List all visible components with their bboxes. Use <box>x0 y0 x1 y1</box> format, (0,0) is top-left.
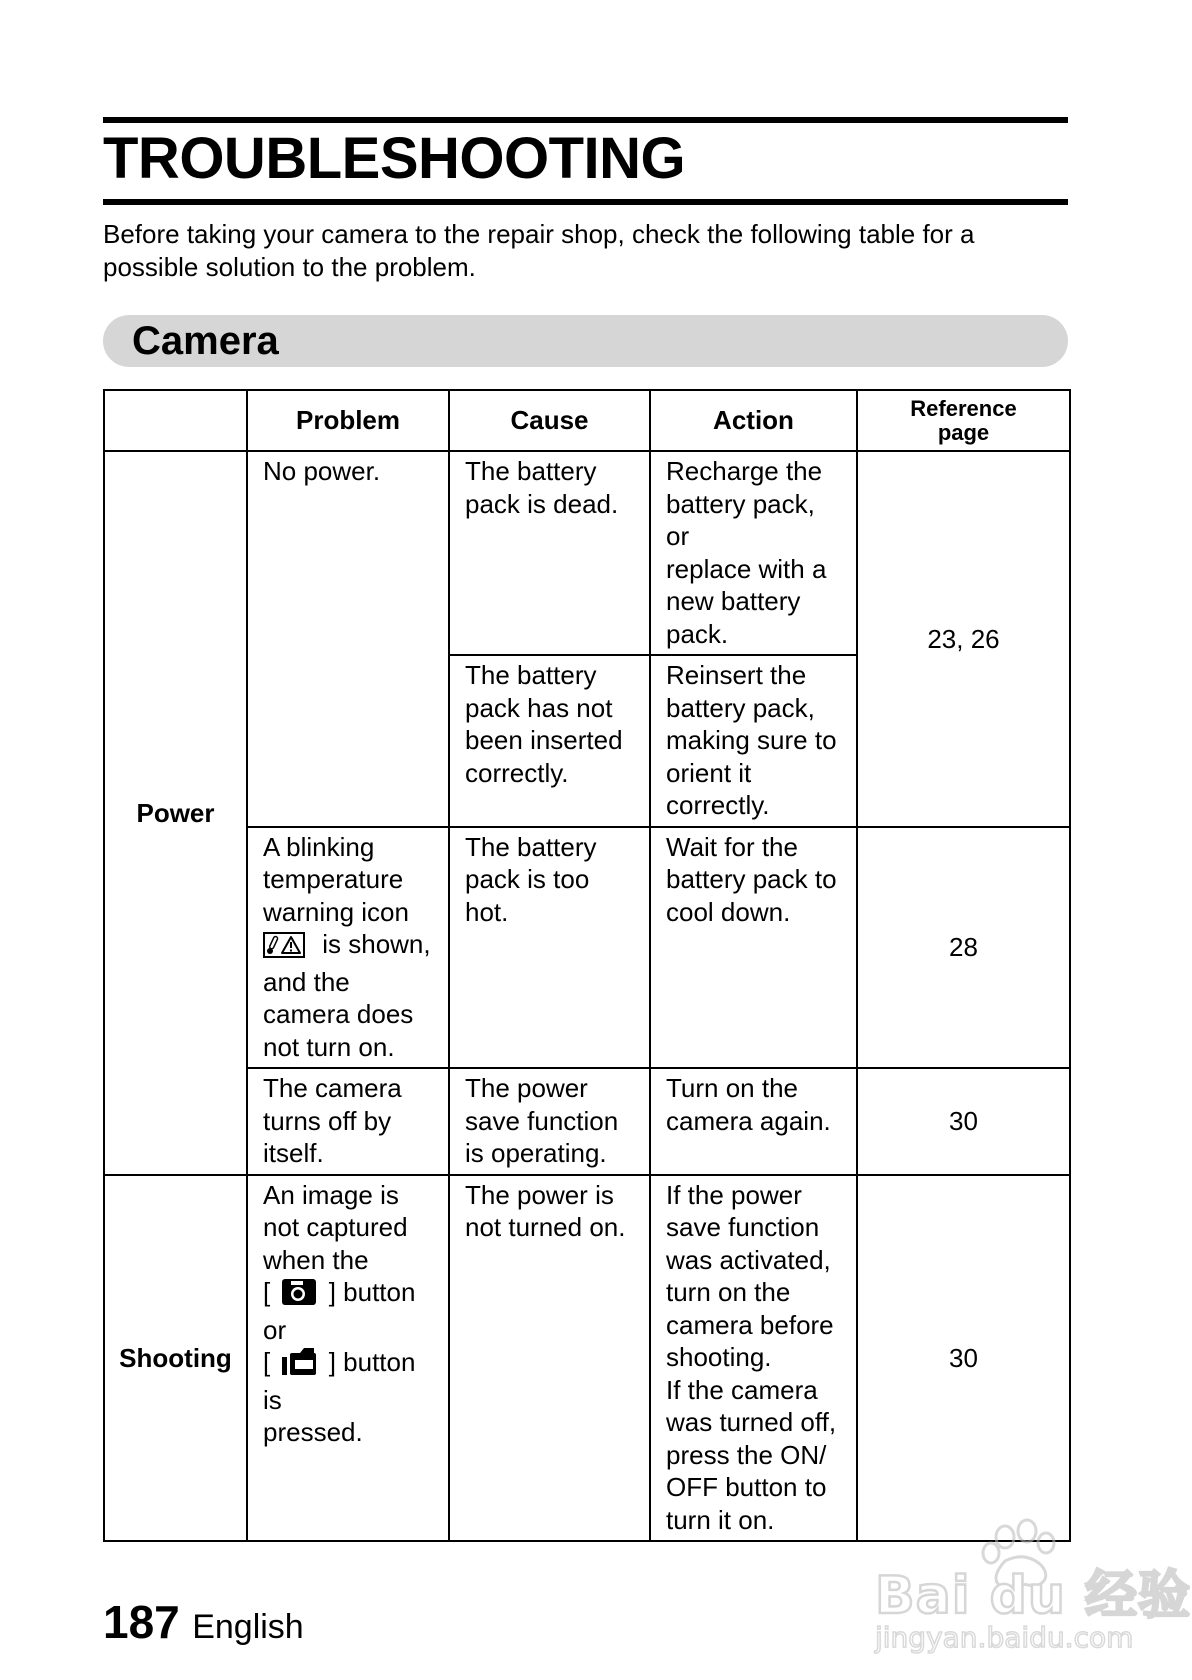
cause-line: pack is too hot. <box>465 864 590 927</box>
action-line: battery pack, <box>666 692 815 723</box>
problem-line: turns off by <box>263 1105 392 1136</box>
problem-line: temperature <box>263 864 404 894</box>
bracket-open: [ <box>263 1277 271 1307</box>
problem-line-with-icon <box>263 1276 436 1346</box>
bracket-open: [ <box>263 1347 271 1377</box>
page-footer <box>103 1592 304 1664</box>
header-action: Action <box>650 390 857 451</box>
problem-line: A blinking <box>263 831 375 862</box>
problem-line: ] button or <box>263 1277 416 1345</box>
cause-cell <box>449 1068 650 1175</box>
cause-cell <box>449 1175 650 1542</box>
action-line: was turned off, <box>666 1407 837 1437</box>
action-line: Reinsert the <box>666 660 807 690</box>
cause-line: not turned on. <box>465 1212 626 1242</box>
action-cell <box>650 1175 857 1542</box>
cause-line: pack is dead. <box>465 488 619 519</box>
baidu-watermark <box>855 1515 1191 1655</box>
action-line: If the power <box>666 1179 802 1210</box>
problem-line: An image is <box>263 1179 399 1210</box>
section-header <box>103 315 1068 367</box>
camera-icon <box>281 1278 317 1314</box>
problem-line: ] button is <box>263 1347 416 1415</box>
problem-line: when the <box>263 1244 369 1275</box>
title-bottom-rule <box>103 199 1068 205</box>
cause-line: The battery <box>465 456 597 486</box>
table-row <box>104 1175 1070 1542</box>
cause-cell <box>449 655 650 827</box>
header-reference-line2: page <box>937 419 990 445</box>
reference-page-cell: 30 <box>857 1175 1070 1542</box>
reference-page-cell: 28 <box>857 827 1070 1069</box>
problem-line: The camera <box>263 1073 402 1103</box>
action-line: turn it on. <box>666 1504 775 1535</box>
section-title: Camera <box>132 319 279 363</box>
cause-line: The power is <box>465 1179 614 1210</box>
action-cell <box>650 451 857 655</box>
action-line: Turn on the <box>666 1073 799 1103</box>
problem-line: No power. <box>263 456 381 486</box>
action-line: camera again. <box>666 1105 831 1136</box>
cause-line: is operating. <box>465 1138 607 1168</box>
cause-line: been inserted <box>465 725 623 755</box>
action-cell <box>650 827 857 1069</box>
intro-text: Before taking your camera to the repair shop, check the following table for a possible solution to the problem. <box>103 219 975 282</box>
action-line: press the ON/ <box>666 1439 827 1470</box>
action-line: new battery <box>666 586 801 616</box>
cause-line: pack has not <box>465 692 613 723</box>
action-line: cool down. <box>666 896 791 927</box>
problem-cell <box>247 451 449 827</box>
cause-cell <box>449 827 650 1069</box>
problem-line: and the <box>263 966 350 997</box>
problem-line: camera does <box>263 999 414 1029</box>
action-line: battery pack to <box>666 864 837 894</box>
action-line: making sure to <box>666 725 837 755</box>
action-line: shooting. <box>666 1342 772 1372</box>
cause-line: The battery <box>465 660 597 690</box>
troubleshooting-table <box>103 389 1071 1542</box>
problem-cell <box>247 827 449 1069</box>
action-line: orient it <box>666 757 752 788</box>
action-line: camera before <box>666 1309 834 1340</box>
action-line: battery pack, or <box>666 488 815 551</box>
title-top-rule <box>103 117 1068 123</box>
watermark-brand: Bai du 经验 <box>875 1566 1191 1626</box>
problem-line: pressed. <box>263 1417 363 1447</box>
reference-page-cell: 30 <box>857 1068 1070 1175</box>
header-category <box>104 390 247 451</box>
video-camera-icon <box>281 1348 317 1384</box>
problem-line: is shown, <box>322 929 431 959</box>
watermark-url: jingyan.baidu.com <box>875 1621 1134 1654</box>
cause-line: The power <box>465 1073 588 1103</box>
cause-line: The battery <box>465 831 597 862</box>
action-line: pack. <box>666 618 729 649</box>
problem-line: not captured <box>263 1212 408 1242</box>
table-row <box>104 451 1070 655</box>
cause-line: correctly. <box>465 757 569 788</box>
problem-line-with-icon <box>263 1346 436 1416</box>
action-line: save function <box>666 1212 820 1242</box>
table-header-row <box>104 390 1070 451</box>
table-row <box>104 1068 1070 1175</box>
action-line: Wait for the <box>666 831 798 862</box>
cause-cell <box>449 451 650 655</box>
page-language: English <box>192 1608 304 1646</box>
action-line: turn on the <box>666 1277 791 1307</box>
problem-line-with-icon <box>263 928 436 966</box>
header-reference-page <box>857 390 1070 451</box>
page-title: TROUBLESHOOTING <box>103 126 686 191</box>
problem-line: warning icon <box>263 896 409 927</box>
cause-line: save function <box>465 1105 619 1136</box>
header-problem: Problem <box>247 390 449 451</box>
temperature-warning-icon <box>263 932 305 966</box>
action-line: OFF button to <box>666 1472 827 1502</box>
action-line: If the camera <box>666 1374 818 1405</box>
page-number: 187 <box>103 1596 180 1648</box>
action-line: correctly. <box>666 790 770 820</box>
header-cause: Cause <box>449 390 650 451</box>
header-reference-line1: Reference <box>910 395 1017 421</box>
action-cell <box>650 1068 857 1175</box>
problem-line: not turn on. <box>263 1031 395 1062</box>
action-line: was activated, <box>666 1244 831 1275</box>
action-line: replace with a <box>666 553 827 584</box>
action-line: Recharge the <box>666 456 823 486</box>
category-power: Power <box>104 451 247 1175</box>
problem-line: itself. <box>263 1138 324 1168</box>
category-shooting: Shooting <box>104 1175 247 1542</box>
problem-cell <box>247 1068 449 1175</box>
problem-cell <box>247 1175 449 1542</box>
reference-page-cell: 23, 26 <box>857 451 1070 827</box>
action-cell <box>650 655 857 827</box>
table-row <box>104 827 1070 1069</box>
